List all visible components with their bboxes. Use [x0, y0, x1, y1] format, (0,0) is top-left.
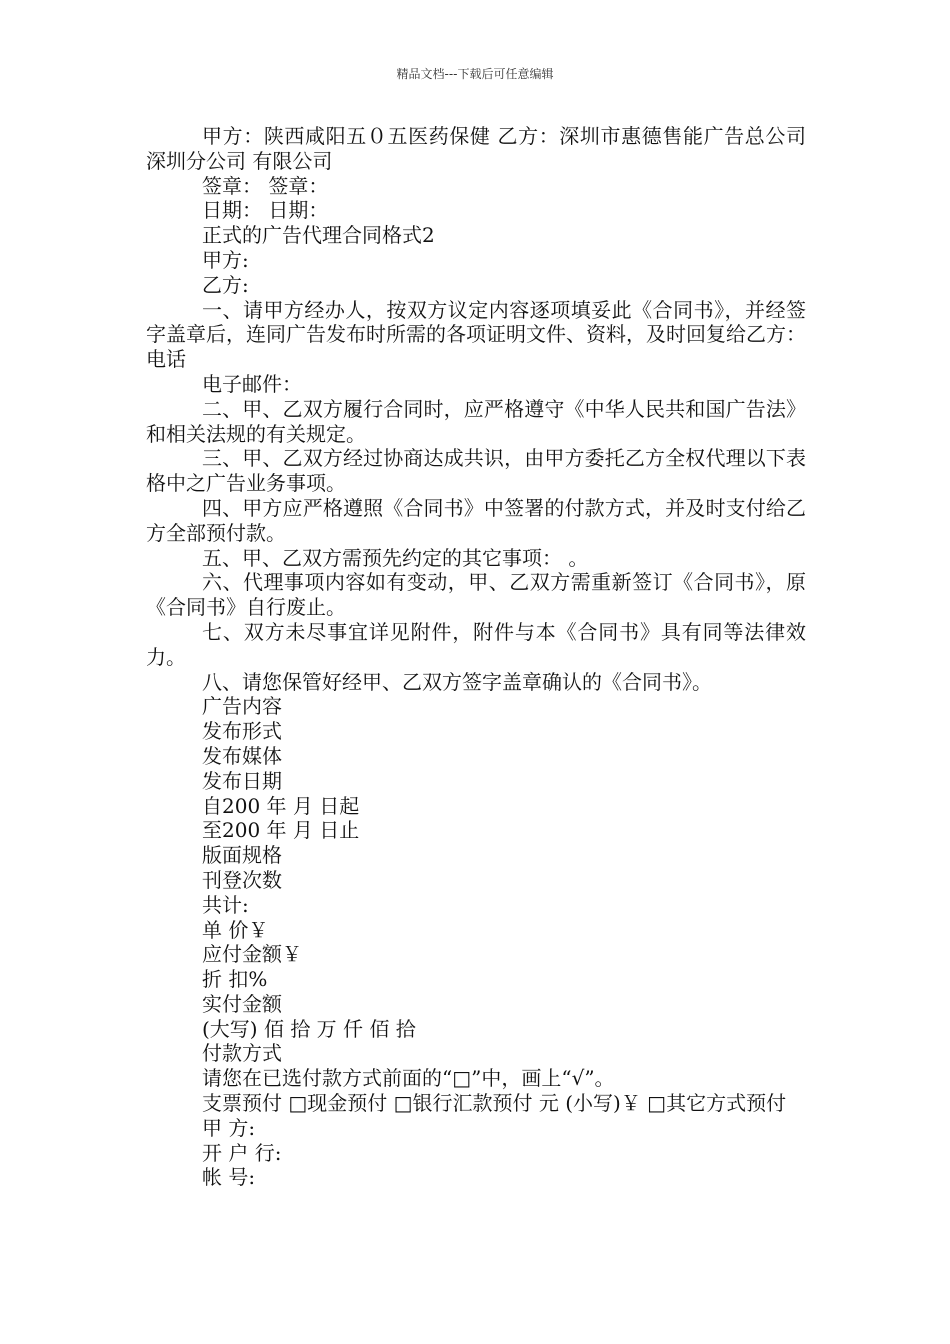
clause-1: 一、请甲方经办人，按双方议定内容逐项填妥此《合同书》，并经签字盖章后，连同广告发布时所需的各项证明文件、资料，及时回复给乙方：电话: [146, 297, 806, 372]
field-date-start: 自200 年 月 日起: [202, 793, 360, 818]
field-payment-method: 付款方式: [202, 1041, 282, 1066]
field-bank: 开 户 行:: [202, 1140, 282, 1165]
field-discount: 折 扣%: [202, 967, 268, 992]
clause-2: 二、甲、乙双方履行合同时，应严格遵守《中华人民共和国广告法》和相关法规的有关规定。: [146, 396, 806, 446]
field-publish-times: 刊登次数: [202, 867, 282, 892]
clause-7: 七、双方未尽事宜详见附件，附件与本《合同书》具有同等法律效力。: [146, 619, 806, 669]
email-label: 电子邮件：: [202, 371, 302, 396]
field-amount-paid: 实付金额: [202, 991, 282, 1016]
field-total: 共计:: [202, 892, 249, 917]
party-line: 甲方：陕西咸阳五０五医药保健 乙方：深圳市惠德售能广告总公司深圳分公司 有限公司: [146, 124, 806, 173]
field-publish-date: 发布日期: [202, 768, 282, 793]
field-layout-spec: 版面规格: [202, 843, 282, 868]
field-publish-form: 发布形式: [202, 719, 282, 744]
party-a-label: 甲方:: [202, 247, 249, 272]
document-body: [146, 124, 806, 1190]
clause-8: 八、请您保管好经甲、乙双方签字盖章确认的《合同书》。: [202, 669, 712, 694]
page-header-note: 精品文档---下载后可任意编辑: [396, 67, 554, 81]
date-line: 日期： 日期：: [202, 198, 329, 223]
field-date-end: 至200 年 月 日止: [202, 818, 360, 843]
field-ad-content: 广告内容: [202, 694, 282, 719]
signature-line: 签章： 签章：: [202, 173, 329, 198]
field-unit-price: 单 价￥: [202, 917, 269, 942]
field-amount-capital: (大写) 佰 拾 万 仟 佰 拾: [202, 1016, 416, 1041]
field-account: 帐 号:: [202, 1165, 256, 1190]
field-party-a: 甲 方:: [202, 1115, 256, 1140]
payment-options: 支票预付 □现金预付 □银行汇款预付 元 (小写)￥ □其它方式预付: [202, 1091, 787, 1116]
clause-3: 三、甲、乙双方经过协商达成共识，由甲方委托乙方全权代理以下表格中之广告业务事项。: [146, 446, 806, 496]
party-b-label: 乙方:: [202, 272, 249, 297]
payment-instruction: 请您在已选付款方式前面的“□”中，画上“√”。: [202, 1066, 615, 1091]
section-title: 正式的广告代理合同格式2: [202, 223, 435, 248]
field-publish-media: 发布媒体: [202, 743, 282, 768]
clause-6: 六、代理事项内容如有变动，甲、乙双方需重新签订《合同书》，原《合同书》自行废止。: [146, 570, 806, 620]
clause-5: 五、甲、乙双方需预先约定的其它事项： 。: [202, 545, 589, 570]
field-amount-due: 应付金额￥: [202, 942, 302, 967]
clause-4: 四、甲方应严格遵照《合同书》中签署的付款方式，并及时支付给乙方全部预付款。: [146, 495, 806, 545]
